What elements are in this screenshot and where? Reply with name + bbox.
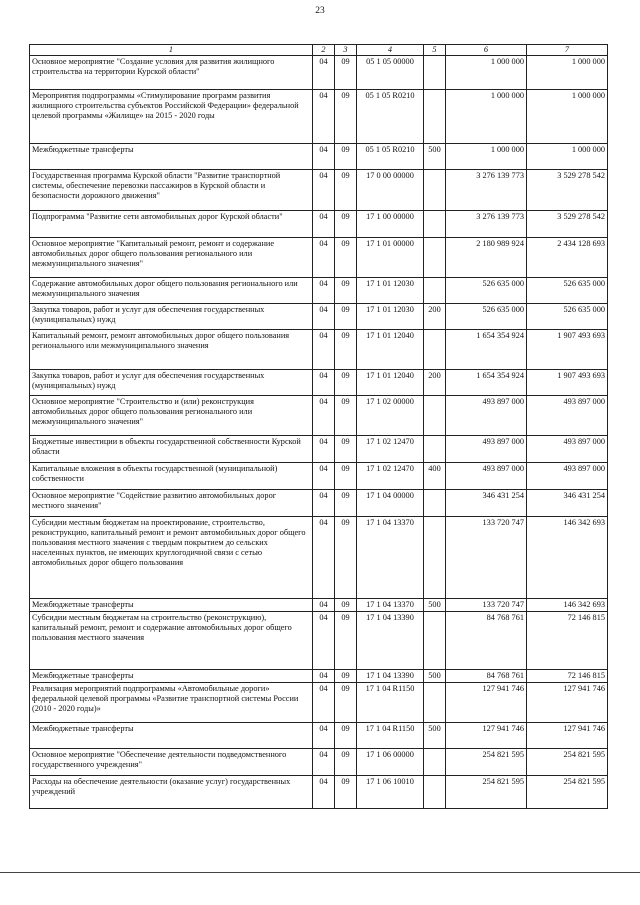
amount-year-2: 146 342 693 bbox=[527, 599, 608, 612]
subsection-code: 09 bbox=[335, 211, 357, 238]
amount-year-1: 1 000 000 bbox=[446, 56, 527, 90]
column-number: 3 bbox=[335, 45, 357, 56]
amount-year-1: 133 720 747 bbox=[446, 517, 527, 599]
amount-year-1: 493 897 000 bbox=[446, 396, 527, 436]
target-article-code: 17 1 02 12470 bbox=[357, 436, 424, 463]
column-number: 4 bbox=[357, 45, 424, 56]
expense-type-code bbox=[424, 211, 446, 238]
table-row bbox=[30, 599, 608, 612]
subsection-code: 09 bbox=[335, 330, 357, 370]
expense-type-code bbox=[424, 612, 446, 670]
row-name: Расходы на обеспечение деятельности (оказание услуг) государственных учреждений bbox=[30, 776, 313, 809]
expense-type-code bbox=[424, 330, 446, 370]
target-article-code: 17 1 00 00000 bbox=[357, 211, 424, 238]
expense-type-code bbox=[424, 517, 446, 599]
table-row bbox=[30, 723, 608, 749]
subsection-code: 09 bbox=[335, 238, 357, 278]
amount-year-1: 3 276 139 773 bbox=[446, 170, 527, 211]
expense-type-code: 400 bbox=[424, 463, 446, 490]
amount-year-2: 1 000 000 bbox=[527, 56, 608, 90]
column-number: 6 bbox=[446, 45, 527, 56]
amount-year-2: 526 635 000 bbox=[527, 278, 608, 304]
table-row bbox=[30, 749, 608, 776]
section-code: 04 bbox=[313, 723, 335, 749]
bottom-rule bbox=[0, 872, 640, 873]
row-name: Закупка товаров, работ и услуг для обеспечения государственных (муниципальных) нужд bbox=[30, 304, 313, 330]
amount-year-1: 84 768 761 bbox=[446, 670, 527, 683]
amount-year-1: 254 821 595 bbox=[446, 776, 527, 809]
section-code: 04 bbox=[313, 612, 335, 670]
section-code: 04 bbox=[313, 170, 335, 211]
amount-year-2: 493 897 000 bbox=[527, 436, 608, 463]
table-row bbox=[30, 304, 608, 330]
row-name: Основное мероприятие "Обеспечение деятельности подведомственного государственного учреждения" bbox=[30, 749, 313, 776]
table-row bbox=[30, 238, 608, 278]
table-row bbox=[30, 776, 608, 809]
row-name: Капитальные вложения в объекты государственной (муниципальной) собственности bbox=[30, 463, 313, 490]
amount-year-2: 493 897 000 bbox=[527, 463, 608, 490]
expense-type-code: 500 bbox=[424, 723, 446, 749]
expense-type-code bbox=[424, 90, 446, 144]
row-name: Межбюджетные трансферты bbox=[30, 723, 313, 749]
table-row bbox=[30, 330, 608, 370]
amount-year-2: 72 146 815 bbox=[527, 612, 608, 670]
column-number-row bbox=[30, 45, 608, 56]
section-code: 04 bbox=[313, 238, 335, 278]
amount-year-2: 1 000 000 bbox=[527, 144, 608, 170]
section-code: 04 bbox=[313, 670, 335, 683]
expense-type-code bbox=[424, 776, 446, 809]
amount-year-2: 3 529 278 542 bbox=[527, 211, 608, 238]
subsection-code: 09 bbox=[335, 56, 357, 90]
subsection-code: 09 bbox=[335, 144, 357, 170]
section-code: 04 bbox=[313, 330, 335, 370]
row-name: Основное мероприятие "Строительство и (или) реконструкция автомобильных дорог общего пользования регионального или межмуниципального значения" bbox=[30, 396, 313, 436]
section-code: 04 bbox=[313, 90, 335, 144]
amount-year-1: 526 635 000 bbox=[446, 304, 527, 330]
amount-year-1: 526 635 000 bbox=[446, 278, 527, 304]
row-name: Бюджетные инвестиции в объекты государственной собственности Курской области bbox=[30, 436, 313, 463]
expense-type-code bbox=[424, 683, 446, 723]
row-name: Субсидии местным бюджетам на проектирование, строительство, реконструкцию, капитальный ремонт и ремонт автомобильных дорог общего пользования местного значения с твердым покрытием до сельских населенных пунктов, не имеющих круглогодичной связи с сетью автомобильных дорог общего пользования bbox=[30, 517, 313, 599]
target-article-code: 05 1 05 00000 bbox=[357, 56, 424, 90]
amount-year-1: 493 897 000 bbox=[446, 436, 527, 463]
amount-year-2: 346 431 254 bbox=[527, 490, 608, 517]
amount-year-1: 254 821 595 bbox=[446, 749, 527, 776]
amount-year-2: 127 941 746 bbox=[527, 723, 608, 749]
row-name: Капитальный ремонт, ремонт автомобильных дорог общего пользования регионального или межмуниципального значения bbox=[30, 330, 313, 370]
amount-year-1: 3 276 139 773 bbox=[446, 211, 527, 238]
section-code: 04 bbox=[313, 211, 335, 238]
row-name: Закупка товаров, работ и услуг для обеспечения государственных (муниципальных) нужд bbox=[30, 370, 313, 396]
target-article-code: 17 1 04 13390 bbox=[357, 670, 424, 683]
expense-type-code bbox=[424, 170, 446, 211]
subsection-code: 09 bbox=[335, 370, 357, 396]
expense-type-code bbox=[424, 436, 446, 463]
target-article-code: 17 1 06 00000 bbox=[357, 749, 424, 776]
budget-table bbox=[29, 44, 608, 809]
amount-year-1: 1 654 354 924 bbox=[446, 330, 527, 370]
row-name: Основное мероприятие "Создание условия для развития жилищного строительства на территории Курской области" bbox=[30, 56, 313, 90]
section-code: 04 bbox=[313, 396, 335, 436]
amount-year-1: 1 000 000 bbox=[446, 90, 527, 144]
table-row bbox=[30, 517, 608, 599]
table-row bbox=[30, 463, 608, 490]
table-row bbox=[30, 683, 608, 723]
table-row bbox=[30, 370, 608, 396]
column-number: 7 bbox=[527, 45, 608, 56]
subsection-code: 09 bbox=[335, 278, 357, 304]
amount-year-2: 127 941 746 bbox=[527, 683, 608, 723]
expense-type-code bbox=[424, 278, 446, 304]
subsection-code: 09 bbox=[335, 90, 357, 144]
amount-year-1: 2 180 989 924 bbox=[446, 238, 527, 278]
subsection-code: 09 bbox=[335, 612, 357, 670]
target-article-code: 17 1 06 10010 bbox=[357, 776, 424, 809]
table-row bbox=[30, 144, 608, 170]
subsection-code: 09 bbox=[335, 683, 357, 723]
expense-type-code: 500 bbox=[424, 599, 446, 612]
target-article-code: 17 1 02 00000 bbox=[357, 396, 424, 436]
amount-year-2: 493 897 000 bbox=[527, 396, 608, 436]
target-article-code: 17 1 04 13370 bbox=[357, 517, 424, 599]
amount-year-2: 146 342 693 bbox=[527, 517, 608, 599]
amount-year-1: 127 941 746 bbox=[446, 683, 527, 723]
amount-year-2: 526 635 000 bbox=[527, 304, 608, 330]
target-article-code: 17 1 04 13370 bbox=[357, 599, 424, 612]
table-row bbox=[30, 670, 608, 683]
section-code: 04 bbox=[313, 436, 335, 463]
target-article-code: 17 1 04 R1150 bbox=[357, 723, 424, 749]
target-article-code: 05 1 05 R0210 bbox=[357, 90, 424, 144]
subsection-code: 09 bbox=[335, 776, 357, 809]
target-article-code: 17 1 04 13390 bbox=[357, 612, 424, 670]
row-name: Межбюджетные трансферты bbox=[30, 144, 313, 170]
table-row bbox=[30, 436, 608, 463]
table-row bbox=[30, 90, 608, 144]
page-number: 23 bbox=[315, 6, 325, 16]
amount-year-2: 72 146 815 bbox=[527, 670, 608, 683]
amount-year-1: 84 768 761 bbox=[446, 612, 527, 670]
subsection-code: 09 bbox=[335, 396, 357, 436]
table-row bbox=[30, 396, 608, 436]
amount-year-1: 1 654 354 924 bbox=[446, 370, 527, 396]
row-name: Реализация мероприятий подпрограммы «Автомобильные дороги» федеральной целевой программы «Развитие транспортной системы России (2010 - 2020 годы)» bbox=[30, 683, 313, 723]
subsection-code: 09 bbox=[335, 723, 357, 749]
section-code: 04 bbox=[313, 599, 335, 612]
amount-year-1: 346 431 254 bbox=[446, 490, 527, 517]
expense-type-code bbox=[424, 56, 446, 90]
row-name: Подпрограмма "Развитие сети автомобильных дорог Курской области" bbox=[30, 211, 313, 238]
section-code: 04 bbox=[313, 683, 335, 723]
column-number: 5 bbox=[424, 45, 446, 56]
expense-type-code bbox=[424, 749, 446, 776]
expense-type-code bbox=[424, 490, 446, 517]
section-code: 04 bbox=[313, 776, 335, 809]
amount-year-1: 1 000 000 bbox=[446, 144, 527, 170]
table-row bbox=[30, 490, 608, 517]
table-row bbox=[30, 211, 608, 238]
section-code: 04 bbox=[313, 278, 335, 304]
row-name: Мероприятия подпрограммы «Стимулирование программ развития жилищного строительства субъектов Российской Федерации» федеральной целевой программы «Жилище» на 2015 - 2020 годы bbox=[30, 90, 313, 144]
amount-year-1: 133 720 747 bbox=[446, 599, 527, 612]
row-name: Содержание автомобильных дорог общего пользования регионального или межмуниципального значения bbox=[30, 278, 313, 304]
expense-type-code bbox=[424, 396, 446, 436]
section-code: 04 bbox=[313, 517, 335, 599]
row-name: Межбюджетные трансферты bbox=[30, 599, 313, 612]
target-article-code: 17 1 04 R1150 bbox=[357, 683, 424, 723]
section-code: 04 bbox=[313, 370, 335, 396]
amount-year-2: 254 821 595 bbox=[527, 776, 608, 809]
expense-type-code: 200 bbox=[424, 370, 446, 396]
target-article-code: 17 0 00 00000 bbox=[357, 170, 424, 211]
column-number: 1 bbox=[30, 45, 313, 56]
expense-type-code: 500 bbox=[424, 144, 446, 170]
amount-year-2: 1 907 493 693 bbox=[527, 330, 608, 370]
target-article-code: 17 1 02 12470 bbox=[357, 463, 424, 490]
row-name: Субсидии местным бюджетам на строительство (реконструкцию), капитальный ремонт, ремонт и содержание автомобильных дорог общего пользования местного значения bbox=[30, 612, 313, 670]
row-name: Государственная программа Курской области "Развитие транспортной системы, обеспечение перевозки пассажиров в Курской области и безопасности дорожного движения" bbox=[30, 170, 313, 211]
section-code: 04 bbox=[313, 56, 335, 90]
section-code: 04 bbox=[313, 490, 335, 517]
row-name: Основное мероприятие "Капитальный ремонт, ремонт и содержание автомобильных дорог общего пользования регионального или межмуниципального значения" bbox=[30, 238, 313, 278]
amount-year-2: 2 434 128 693 bbox=[527, 238, 608, 278]
table-row bbox=[30, 56, 608, 90]
amount-year-1: 127 941 746 bbox=[446, 723, 527, 749]
target-article-code: 17 1 01 00000 bbox=[357, 238, 424, 278]
subsection-code: 09 bbox=[335, 463, 357, 490]
table-row bbox=[30, 170, 608, 211]
amount-year-2: 254 821 595 bbox=[527, 749, 608, 776]
section-code: 04 bbox=[313, 749, 335, 776]
section-code: 04 bbox=[313, 304, 335, 330]
section-code: 04 bbox=[313, 144, 335, 170]
subsection-code: 09 bbox=[335, 304, 357, 330]
amount-year-2: 3 529 278 542 bbox=[527, 170, 608, 211]
row-name: Межбюджетные трансферты bbox=[30, 670, 313, 683]
target-article-code: 17 1 04 00000 bbox=[357, 490, 424, 517]
expense-type-code: 500 bbox=[424, 670, 446, 683]
target-article-code: 17 1 01 12040 bbox=[357, 370, 424, 396]
target-article-code: 17 1 01 12030 bbox=[357, 304, 424, 330]
subsection-code: 09 bbox=[335, 436, 357, 463]
target-article-code: 17 1 01 12030 bbox=[357, 278, 424, 304]
expense-type-code: 200 bbox=[424, 304, 446, 330]
table-row bbox=[30, 278, 608, 304]
target-article-code: 17 1 01 12040 bbox=[357, 330, 424, 370]
target-article-code: 05 1 05 R0210 bbox=[357, 144, 424, 170]
subsection-code: 09 bbox=[335, 170, 357, 211]
table-row bbox=[30, 612, 608, 670]
amount-year-1: 493 897 000 bbox=[446, 463, 527, 490]
subsection-code: 09 bbox=[335, 517, 357, 599]
amount-year-2: 1 907 493 693 bbox=[527, 370, 608, 396]
subsection-code: 09 bbox=[335, 670, 357, 683]
expense-type-code bbox=[424, 238, 446, 278]
column-number: 2 bbox=[313, 45, 335, 56]
subsection-code: 09 bbox=[335, 490, 357, 517]
amount-year-2: 1 000 000 bbox=[527, 90, 608, 144]
subsection-code: 09 bbox=[335, 749, 357, 776]
row-name: Основное мероприятие "Содействие развитию автомобильных дорог местного значения" bbox=[30, 490, 313, 517]
subsection-code: 09 bbox=[335, 599, 357, 612]
section-code: 04 bbox=[313, 463, 335, 490]
